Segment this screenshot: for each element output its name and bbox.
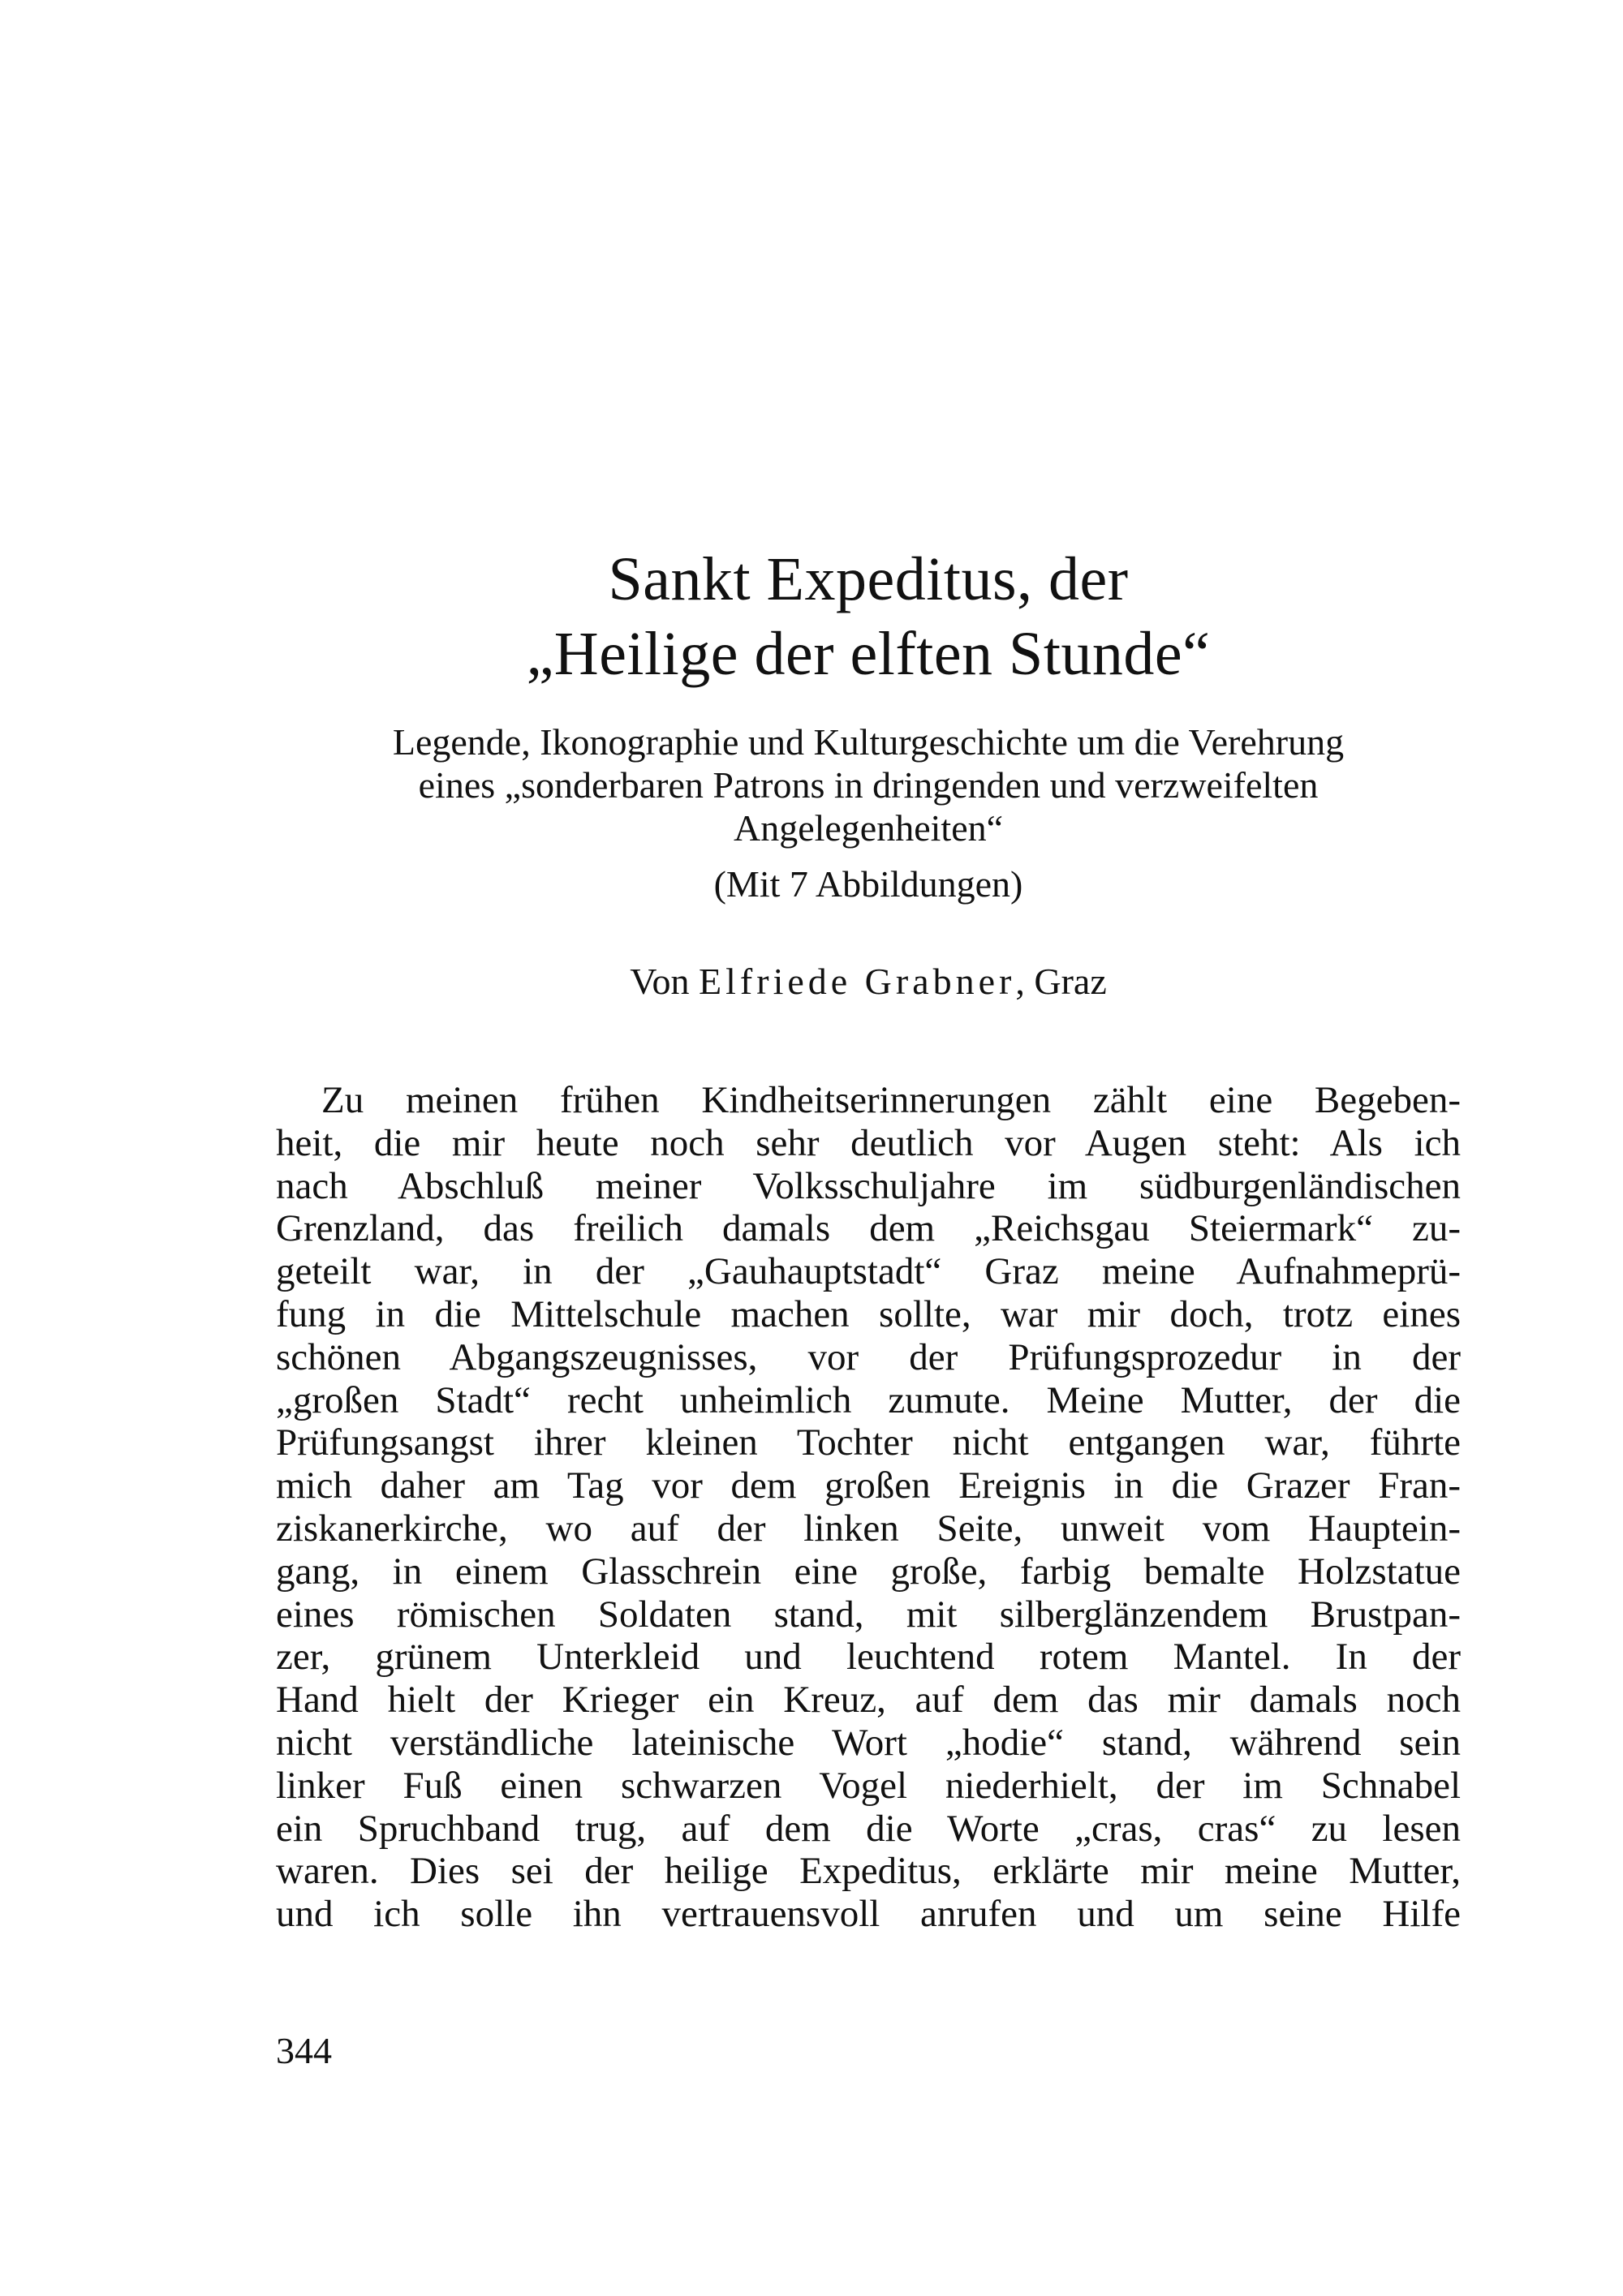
title-line-2: „Heilige der elften Stunde“: [526, 620, 1211, 688]
body-line: Prüfungsangst ihrer kleinen Tochter nicht entgangen war, führte: [276, 1421, 1461, 1464]
byline-prefix: Von: [630, 961, 690, 1002]
body-line: nach Abschluß meiner Volksschuljahre im südburgenländischen: [276, 1164, 1461, 1207]
body-line: mich daher am Tag vor dem großen Ereignis in die Grazer Fran-: [276, 1464, 1461, 1507]
body-line: ziskanerkirche, wo auf der linken Seite, unweit vom Hauptein-: [276, 1507, 1461, 1550]
body-line: fung in die Mittelschule machen sollte, war mir doch, trotz eines: [276, 1292, 1461, 1335]
page-number: 344: [276, 2030, 332, 2071]
body-line: ein Spruchband trug, auf dem die Worte „cras, cras“ zu lesen: [276, 1807, 1461, 1850]
body-line: schönen Abgangszeugnisses, vor der Prüfungsprozedur in der: [276, 1335, 1461, 1378]
body-line: eines römischen Soldaten stand, mit silberglänzendem Brustpan-: [276, 1593, 1461, 1636]
subtitle-line: eines „sonderbaren Patrons in dringenden und verzweifelten: [418, 764, 1319, 806]
body-line: Hand hielt der Krieger ein Kreuz, auf dem das mir damals noch: [276, 1679, 1461, 1722]
body-line: linker Fuß einen schwarzen Vogel niederhielt, der im Schnabel: [276, 1764, 1461, 1807]
subtitle-line: Angelegenheiten“: [733, 807, 1004, 849]
body-line: waren. Dies sei der heilige Expeditus, erklärte mir meine Mutter,: [276, 1850, 1461, 1893]
body-paragraph: [276, 1079, 1461, 1936]
body-line: heit, die mir heute noch sehr deutlich vor Augen steht: Als ich: [276, 1121, 1461, 1164]
body-line: gang, in einem Glasschrein eine große, farbig bemalte Holzstatue: [276, 1550, 1461, 1593]
byline: [276, 959, 1461, 1004]
author-name: Elfriede Grabner: [699, 961, 1016, 1002]
article-title: [276, 542, 1461, 691]
body-line: zer, grünem Unterkleid und leuchtend rotem Mantel. In der: [276, 1636, 1461, 1679]
article-subtitle: [276, 720, 1461, 849]
subtitle-line: Legende, Ikonographie und Kulturgeschichte um die Verehrung: [392, 721, 1345, 763]
body-line: „großen Stadt“ recht unheimlich zumute. Meine Mutter, der die: [276, 1378, 1461, 1421]
illustrations-note: (Mit 7 Abbildungen): [713, 863, 1023, 905]
byline-suffix: , Graz: [1015, 961, 1107, 1002]
body-line: Grenzland, das freilich damals dem „Reichsgau Steiermark“ zu-: [276, 1207, 1461, 1250]
body-line: nicht verständliche lateinische Wort „hodie“ stand, während sein: [276, 1721, 1461, 1764]
body-line: und ich solle ihn vertrauensvoll anrufen und um seine Hilfe: [276, 1893, 1461, 1936]
body-line: Zu meinen frühen Kindheitserinnerungen zählt eine Begeben-: [321, 1079, 1461, 1121]
title-line-1: Sankt Expeditus, der: [608, 545, 1129, 613]
body-line: geteilt war, in der „Gauhauptstadt“ Graz meine Aufnahmeprü-: [276, 1250, 1461, 1293]
